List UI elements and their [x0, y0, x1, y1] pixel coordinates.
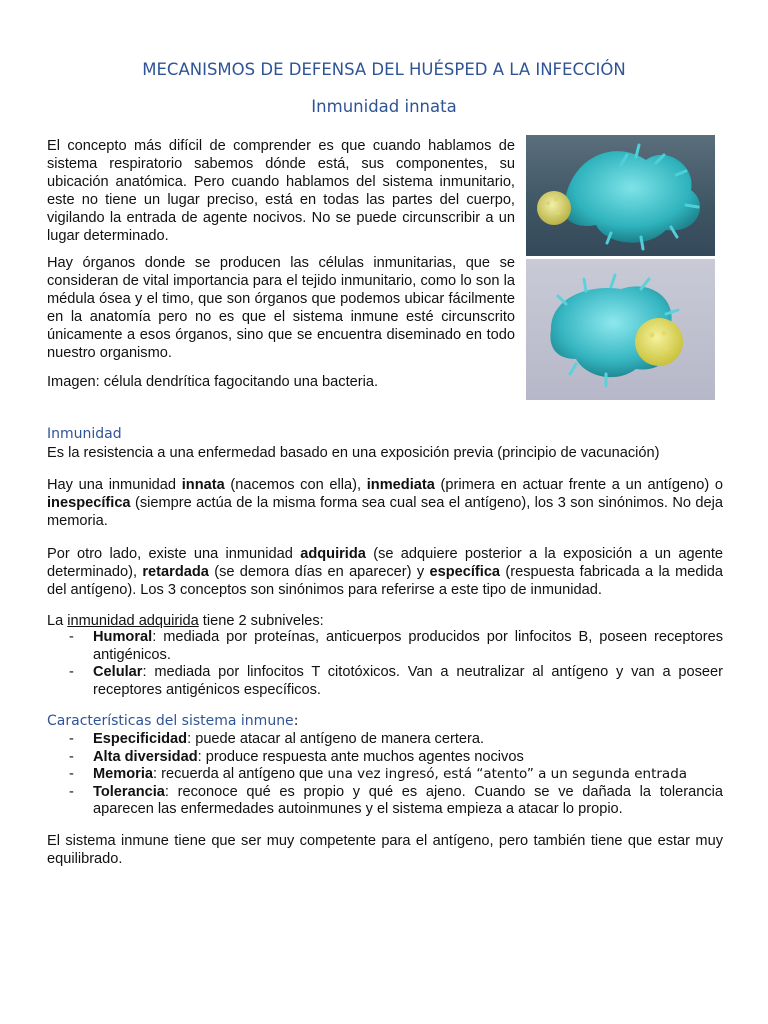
- list-item: - Memoria: recuerda al antígeno que una vez ingresó, está “atento” a un segunda entrada: [69, 766, 688, 782]
- list-item: - Especificidad: puede atacar al antígeno de manera certera.: [69, 731, 485, 747]
- document-title: MECANISMOS DE DEFENSA DEL HUÉSPED A LA INFECCIÓN: [142, 60, 626, 79]
- cell-micrograph-icon: [526, 259, 715, 400]
- cell-micrograph-icon: [526, 135, 715, 256]
- inmunidad-definition: Es la resistencia a una enfermedad basado en una exposición previa (principio de vacunación): [47, 445, 660, 461]
- list-item: - Alta diversidad: produce respuesta ante muchos agentes nocivos: [69, 748, 524, 765]
- caracteristicas-list: [47, 731, 723, 819]
- subniveles-intro: La inmunidad adquirida tiene 2 subniveles:: [47, 613, 324, 629]
- intro-paragraph-2: Hay órganos donde se producen las células inmunitarias, que se consideran de vital importancia para el tejido inmunitario, como lo son la médula ósea y el timo, que son órganos que podemos ubicar fácilmente en la anatomía pero no es que el sistema inmune esté circunscrito únicamente a esos órganos, sino que se encuentra diseminado en todo nuestro organismo.: [47, 255, 515, 361]
- list-item: - Tolerancia: reconoce qué es propio y qué es ajeno. Cuando se ve dañada la tolerancia aparecen las enfermedades autoinmunes y el sistema empieza a atacar lo propio.: [69, 783, 723, 817]
- heading-inmunidad: Inmunidad: [47, 426, 122, 442]
- image-caption: Imagen: célula dendrítica fagocitando una bacteria.: [47, 374, 379, 390]
- dendritic-cell-photo-1: [526, 135, 715, 256]
- innata-paragraph: Hay una inmunidad innata (nacemos con ella), inmediata (primera en actuar frente a un antígeno) o inespecífica (siempre actúa de la misma forma sea cual sea el antígeno), los 3 son sinónimos. No deja memoria.: [47, 477, 723, 529]
- heading-caracteristicas: Características del sistema inmune:: [47, 713, 299, 729]
- inmunidad-adquirida-link: inmunidad adquirida: [67, 613, 199, 629]
- list-item: - Celular: mediada por linfocitos T citotóxicos. Van a neutralizar al antígeno y van a poseer receptores antigénicos específicos.: [69, 664, 723, 698]
- list-item: - Humoral: mediada por proteínas, anticuerpos producidos por linfocitos B, poseen receptores antigénicos.: [69, 629, 723, 663]
- adquirida-paragraph: Por otro lado, existe una inmunidad adquirida (se adquiere posterior a la exposición a un agente determinado), retardada (se demora días en aparecer) y específica (respuesta fabricada a la medida del antígeno). Los 3 conceptos son sinónimos para referirse a este tipo de inmunidad.: [47, 546, 723, 598]
- closing-paragraph: El sistema inmune tiene que ser muy competente para el antígeno, pero también tiene que estar muy equilibrado.: [47, 833, 723, 867]
- dendritic-cell-photo-2: [526, 259, 715, 400]
- subniveles-list: [47, 629, 723, 699]
- section-title: Inmunidad innata: [311, 97, 457, 116]
- intro-paragraph-1: El concepto más difícil de comprender es que cuando hablamos de sistema respiratorio sabemos dónde está, sus componentes, su ubicación anatómica. Pero cuando hablamos del sistema inmunitario, este no tiene un lugar preciso, está en todas las partes del cuerpo, vigilando la entrada de agente nocivos. No se puede circunscribir a un lugar determinado.: [47, 138, 515, 244]
